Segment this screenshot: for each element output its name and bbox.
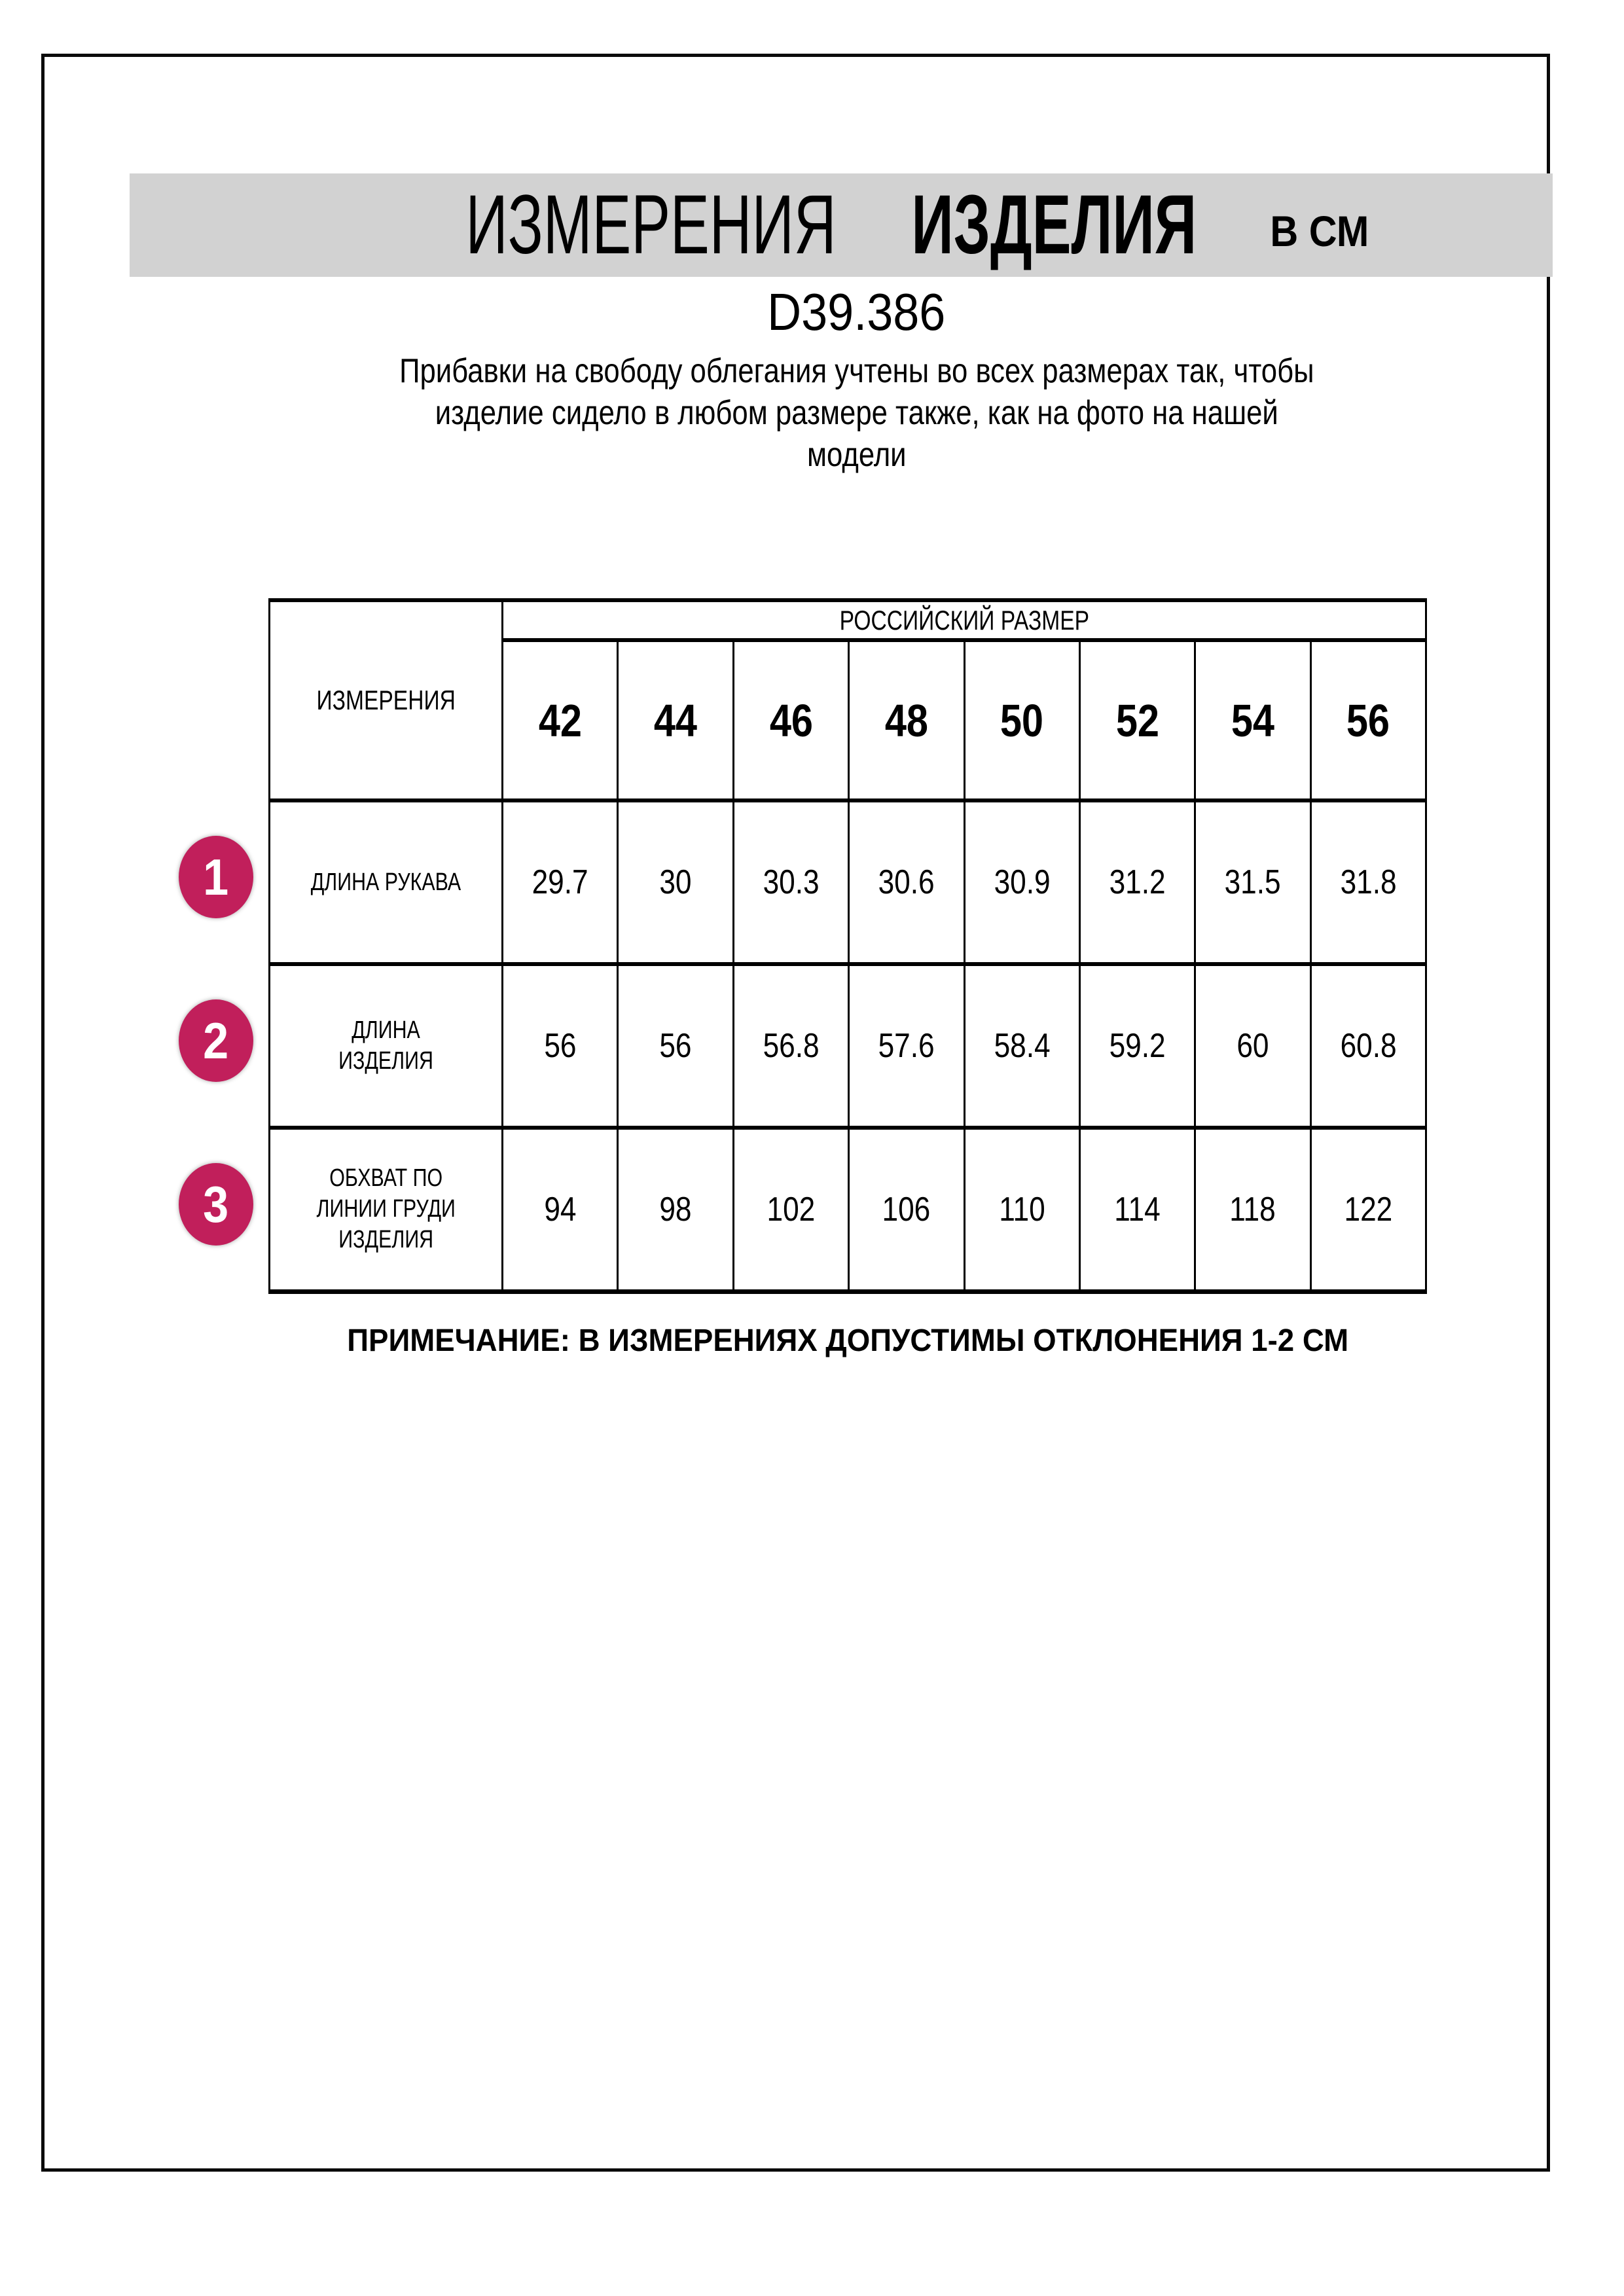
title-word-measurements: ИЗМЕРЕНИЯ: [465, 178, 837, 272]
row-label-cell: ОБХВАТ ПО ЛИНИИ ГРУДИ ИЗДЕЛИЯ: [316, 1164, 456, 1254]
size-header-cell: 44: [618, 640, 733, 800]
value-cell: 94: [503, 1128, 618, 1291]
value-cell: 98: [618, 1128, 733, 1291]
value-cell: 110: [964, 1128, 1079, 1291]
value-cell: 30.9: [964, 800, 1079, 964]
size-group-header-cell: РОССИЙСКИЙ РАЗМЕР: [503, 600, 1426, 640]
title-unit: В СМ: [1270, 207, 1369, 255]
value-cell: 60.8: [1310, 964, 1426, 1128]
value-cell: 56: [503, 964, 618, 1128]
row-label-cell: ДЛИНА ИЗДЕЛИЯ: [270, 964, 503, 1128]
value-cell: 31.8: [1310, 800, 1426, 964]
size-header-cell: 46: [733, 640, 848, 800]
row-number-badge: 1: [179, 836, 253, 918]
value-cell: 29.7: [503, 800, 618, 964]
value-cell: 30.6: [849, 800, 964, 964]
row-number-badge: 3: [179, 1163, 253, 1246]
row-number-badge: 2: [179, 999, 253, 1082]
table-row-chest-girth: [270, 1128, 1426, 1291]
value-cell: 60: [1195, 964, 1310, 1128]
size-header-cell: 54: [1195, 640, 1310, 800]
size-table: [268, 598, 1427, 1294]
value-cell: 31.5: [1195, 800, 1310, 964]
size-header-cell: 52: [1079, 640, 1195, 800]
size-header-cell: 56: [1310, 640, 1426, 800]
value-cell: 31.2: [1079, 800, 1195, 964]
table-row-item-length: [270, 964, 1426, 1128]
intro-paragraph: [45, 350, 1624, 476]
value-cell: 118: [1195, 1128, 1310, 1291]
title-bar: [130, 173, 1553, 277]
title-word-product: ИЗДЕЛИЯ: [911, 178, 1197, 272]
value-cell: 106: [849, 1128, 964, 1291]
intro-line: Прибавки на свободу облегания учтены во всех размерах так, чтобы: [399, 352, 1314, 390]
intro-line: изделие сидело в любом размере также, как на фото на нашей: [435, 394, 1278, 432]
size-header-cell: 50: [964, 640, 1079, 800]
value-cell: 30.3: [733, 800, 848, 964]
value-cell: 122: [1310, 1128, 1426, 1291]
corner-header-cell: ИЗМЕРЕНИЯ: [270, 600, 503, 800]
intro-line: модели: [806, 436, 907, 474]
value-cell: 56.8: [733, 964, 848, 1128]
value-cell: 59.2: [1079, 964, 1195, 1128]
value-cell: 57.6: [849, 964, 964, 1128]
size-table-wrap: [268, 598, 1427, 1287]
value-cell: 58.4: [964, 964, 1079, 1128]
value-cell: 56: [618, 964, 733, 1128]
product-code: D39.386: [767, 283, 946, 341]
size-header-cell: 42: [503, 640, 618, 800]
table-row-sleeve-length: [270, 800, 1426, 964]
row-label-cell: ДЛИНА РУКАВА: [270, 800, 503, 964]
value-cell: 102: [733, 1128, 848, 1291]
size-header-cell: 48: [849, 640, 964, 800]
note-text: ПРИМЕЧАНИЕ: В ИЗМЕРЕНИЯХ ДОПУСТИМЫ ОТКЛОНЕНИЯ 1-2 СМ: [347, 1323, 1348, 1358]
value-cell: 30: [618, 800, 733, 964]
page-frame: [41, 54, 1550, 2172]
value-cell: 114: [1079, 1128, 1195, 1291]
